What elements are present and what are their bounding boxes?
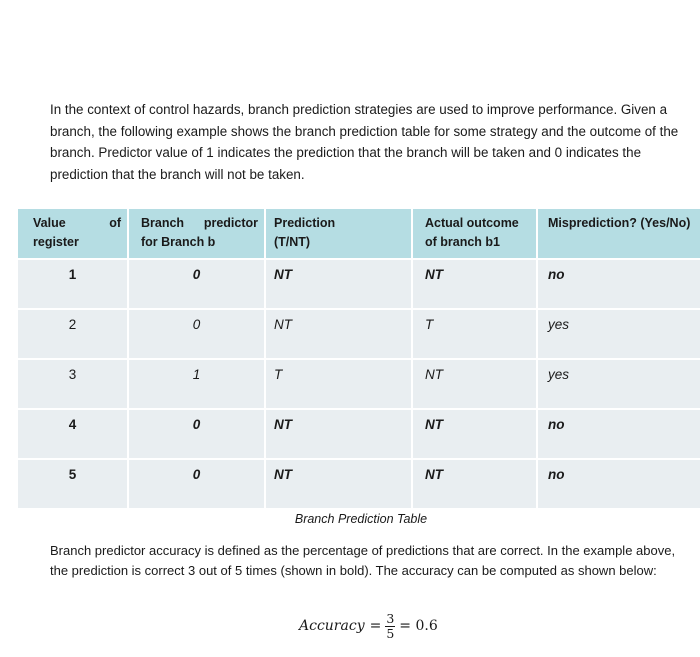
table-header-row	[18, 209, 700, 259]
cell-value: 1	[18, 259, 128, 309]
header-text: Actual outcome	[425, 216, 519, 230]
table-row	[18, 409, 700, 459]
cell-prediction: NT	[265, 309, 412, 359]
cell-value: 3	[18, 359, 128, 409]
formula-result: = 0.6	[399, 618, 438, 634]
cell-actual: NT	[412, 409, 537, 459]
table-row	[18, 459, 700, 509]
intro-paragraph: In the context of control hazards, branch prediction strategies are used to improve performance. Given a branch, the following example shows the branch prediction table for some strategy and the outcome of the branch. Predictor value of 1 indicates the prediction that the branch will be taken and 0 indicates the prediction that the branch will not be taken.	[50, 102, 679, 182]
cell-misprediction: yes	[537, 359, 700, 409]
header-text: Branch	[141, 216, 185, 230]
cell-actual: NT	[412, 459, 537, 509]
header-text: register	[33, 235, 79, 249]
header-actual-outcome	[412, 209, 537, 259]
header-misprediction	[537, 209, 700, 259]
cell-value: 4	[18, 409, 128, 459]
header-text: Misprediction? (Yes/No)	[548, 216, 691, 230]
formula-equals: =	[369, 618, 382, 634]
cell-predictor: 0	[128, 259, 265, 309]
cell-value: 5	[18, 459, 128, 509]
explain-paragraph: Branch predictor accuracy is defined as the percentage of predictions that are correct. In the example above, the prediction is correct 3 out of 5 times (shown in bold). The accuracy can be computed as shown below:	[50, 543, 676, 578]
cell-misprediction: no	[537, 409, 700, 459]
header-branch-predictor	[128, 209, 265, 259]
formula-fraction	[385, 612, 395, 641]
header-value-register	[18, 209, 128, 259]
cell-actual: NT	[412, 359, 537, 409]
branch-prediction-table	[18, 209, 700, 510]
table-row	[18, 359, 700, 409]
formula-label: Accuracy	[299, 618, 365, 634]
header-text: (T/NT)	[274, 235, 311, 249]
fraction-numerator: 3	[386, 610, 395, 626]
header-text: for Branch b	[141, 235, 216, 249]
header-text: Value	[33, 216, 66, 230]
accuracy-formula	[299, 606, 438, 646]
table-row	[18, 259, 700, 309]
table-row	[18, 309, 700, 359]
cell-value: 2	[18, 309, 128, 359]
cell-misprediction: no	[537, 459, 700, 509]
header-text: Prediction	[274, 216, 336, 230]
cell-actual: T	[412, 309, 537, 359]
cell-predictor: 1	[128, 359, 265, 409]
cell-misprediction: no	[537, 259, 700, 309]
cell-prediction: NT	[265, 259, 412, 309]
cell-predictor: 0	[128, 459, 265, 509]
header-prediction	[265, 209, 412, 259]
header-text: of branch b1	[425, 235, 501, 249]
cell-predictor: 0	[128, 409, 265, 459]
cell-actual: NT	[412, 259, 537, 309]
cell-predictor: 0	[128, 309, 265, 359]
cell-prediction: NT	[265, 459, 412, 509]
cell-prediction: T	[265, 359, 412, 409]
header-text: of	[109, 216, 121, 230]
table-caption: Branch Prediction Table	[294, 512, 428, 526]
cell-misprediction: yes	[537, 309, 700, 359]
fraction-denominator: 5	[386, 625, 395, 641]
header-text: predictor	[203, 216, 258, 230]
cell-prediction: NT	[265, 409, 412, 459]
